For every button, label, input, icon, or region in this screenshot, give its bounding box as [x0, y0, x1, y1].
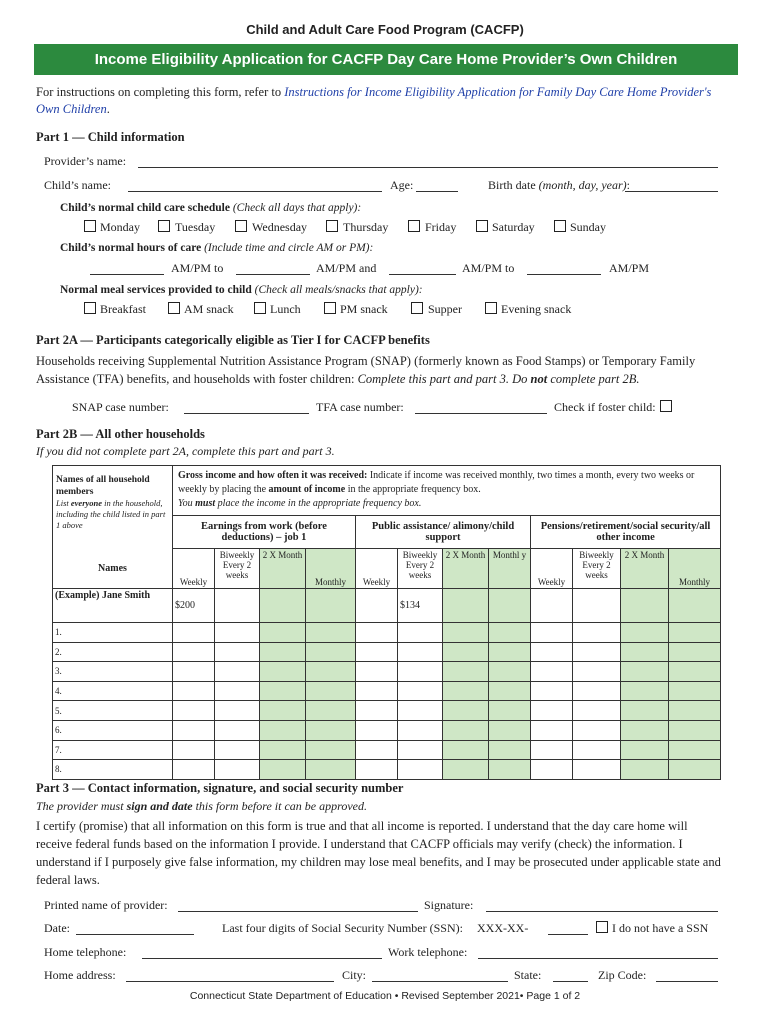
- hours-heading-text: Child’s normal hours of care: [60, 242, 202, 254]
- part3-sub-a: The provider must: [36, 799, 127, 813]
- names-hint-a: List: [56, 498, 71, 508]
- example-name: (Example) Jane Smith: [53, 589, 173, 623]
- income-amount-cell[interactable]: [443, 623, 489, 643]
- provider-name-field[interactable]: [138, 167, 718, 168]
- income-amount-cell[interactable]: [669, 681, 721, 701]
- income-amount-cell[interactable]: [669, 662, 721, 682]
- public-assistance-group-header: Public assistance/ alimony/child support: [356, 516, 531, 549]
- meal-pm-snack-label: PM snack: [340, 302, 388, 316]
- income-amount-cell[interactable]: [173, 642, 215, 662]
- day-friday-label: Friday: [425, 220, 457, 234]
- day-sunday-checkbox[interactable]: [554, 220, 566, 232]
- meals-heading-text: Normal meal services provided to child: [60, 284, 252, 296]
- hours-heading: [60, 242, 373, 254]
- income-amount-cell[interactable]: [443, 760, 489, 780]
- income-amount-cell[interactable]: [215, 760, 260, 780]
- names-title: Names of all household members: [56, 475, 150, 497]
- child-name-label: Child’s name:: [44, 178, 111, 192]
- income-amount-cell[interactable]: [173, 760, 215, 780]
- household-member-name-cell[interactable]: 4.: [53, 681, 173, 701]
- household-member-row: [53, 681, 721, 701]
- day-saturday-label: Saturday: [492, 220, 535, 234]
- income-amount-cell[interactable]: [489, 662, 531, 682]
- income-amount-cell[interactable]: [573, 681, 621, 701]
- household-income-table: [52, 465, 721, 780]
- home-phone-field[interactable]: [142, 958, 382, 959]
- income-amount-cell[interactable]: [531, 701, 573, 721]
- income-amount-cell[interactable]: [531, 681, 573, 701]
- income-amount-cell[interactable]: [260, 720, 306, 740]
- gross-c: amount of income: [268, 484, 346, 495]
- income-amount-cell[interactable]: [306, 662, 356, 682]
- income-amount-cell[interactable]: [260, 740, 306, 760]
- ampm-to-1: AM/PM to: [171, 261, 224, 275]
- income-amount-cell[interactable]: [306, 681, 356, 701]
- provider-name-label: Provider’s name:: [44, 154, 127, 168]
- part2b-heading: Part 2B — All other households: [36, 427, 205, 441]
- part3-sub-c: this form before it can be approved.: [192, 799, 367, 813]
- gross-g: place the income in the appropriate frequency box.: [215, 498, 422, 509]
- pen-weekly-header: Weekly: [531, 549, 573, 589]
- income-amount-cell[interactable]: [531, 623, 573, 643]
- example-row: [53, 589, 721, 623]
- household-member-name-cell[interactable]: 5.: [53, 701, 173, 721]
- income-amount-cell[interactable]: [489, 740, 531, 760]
- meal-evening-snack-label: Evening snack: [501, 302, 572, 316]
- pa-2xmonth-header: 2 X Month: [443, 549, 489, 589]
- income-amount-cell[interactable]: [443, 642, 489, 662]
- income-amount-cell[interactable]: [215, 642, 260, 662]
- income-amount-cell[interactable]: [573, 760, 621, 780]
- age-label: Age:: [390, 178, 414, 192]
- ssn-last-four-field[interactable]: [548, 934, 588, 935]
- income-amount-cell[interactable]: [398, 681, 443, 701]
- home-address-label: Home address:: [44, 968, 116, 982]
- household-member-row: [53, 701, 721, 721]
- income-amount-cell[interactable]: [356, 740, 398, 760]
- snap-label: SNAP case number:: [72, 400, 169, 414]
- schedule-heading: [60, 202, 361, 214]
- income-amount-cell[interactable]: [260, 701, 306, 721]
- income-amount-cell[interactable]: [621, 623, 669, 643]
- age-field[interactable]: [416, 191, 458, 192]
- table-cell: [306, 589, 356, 623]
- hours-start-1-field[interactable]: [90, 274, 164, 275]
- income-amount-cell[interactable]: [443, 720, 489, 740]
- ssn-label: Last four digits of Social Security Number (SSN):: [222, 921, 463, 935]
- part2a-text2a: Assistance (TFA) benefits, and households with foster children:: [36, 372, 358, 386]
- income-amount-cell[interactable]: [573, 642, 621, 662]
- income-amount-cell[interactable]: [306, 642, 356, 662]
- meal-lunch-checkbox[interactable]: [254, 302, 266, 314]
- income-amount-cell[interactable]: [669, 642, 721, 662]
- income-amount-cell[interactable]: [306, 623, 356, 643]
- ampm-end: AM/PM: [609, 261, 650, 275]
- income-amount-cell[interactable]: [356, 681, 398, 701]
- gross-income-instructions: [173, 466, 721, 516]
- household-member-name-cell[interactable]: 7.: [53, 740, 173, 760]
- city-label: City:: [342, 968, 367, 982]
- income-amount-cell[interactable]: [621, 642, 669, 662]
- income-amount-cell[interactable]: [621, 662, 669, 682]
- income-amount-cell[interactable]: [669, 623, 721, 643]
- instructions-link[interactable]: Instructions for Income Eligibility Application for Family Day Care Home Provider's Own Children: [36, 85, 712, 116]
- household-member-name-cell[interactable]: 6.: [53, 720, 173, 740]
- income-amount-cell[interactable]: [356, 701, 398, 721]
- income-amount-cell[interactable]: [356, 662, 398, 682]
- work-phone-field[interactable]: [478, 958, 718, 959]
- income-amount-cell[interactable]: [260, 642, 306, 662]
- part2a-text2c: not: [530, 372, 548, 386]
- part3-heading: Part 3 — Contact information, signature, and social security number: [36, 781, 404, 795]
- earnings-group-header: Earnings from work (before deductions) – job 1: [173, 516, 356, 549]
- income-amount-cell[interactable]: [669, 720, 721, 740]
- income-amount-cell[interactable]: [398, 623, 443, 643]
- household-member-row: [53, 720, 721, 740]
- gross-a: Gross income and how often it was received:: [178, 470, 368, 481]
- certify-line: I certify (promise) that all information on this form is true and that all income is reported. I understand that the day care home will: [36, 819, 688, 833]
- income-amount-cell[interactable]: [306, 701, 356, 721]
- income-amount-cell[interactable]: [573, 623, 621, 643]
- example-pa-biweekly: $134: [398, 589, 443, 623]
- pa-monthly-header: Monthl y: [489, 549, 531, 589]
- income-amount-cell[interactable]: [489, 720, 531, 740]
- table-cell: [260, 589, 306, 623]
- certify-line: understand if I purposely give false information, my children may lose meal benefits, and I may be prosecuted under applicable state and: [36, 855, 721, 869]
- household-member-name-cell[interactable]: 8.: [53, 760, 173, 780]
- ampm-and: AM/PM and: [316, 261, 377, 275]
- foster-child-checkbox[interactable]: [660, 400, 672, 412]
- income-amount-cell[interactable]: [573, 740, 621, 760]
- part1-heading: Part 1 — Child information: [36, 130, 185, 144]
- instructions: [36, 84, 736, 118]
- certify-line: federal laws.: [36, 873, 100, 887]
- pa-weekly-header: Weekly: [356, 549, 398, 589]
- page-footer: Connecticut State Department of Education • Revised September 2021• Page 1 of 2: [189, 990, 581, 1002]
- ampm-to-2: AM/PM to: [462, 261, 515, 275]
- schedule-heading-text: Child’s normal child care schedule: [60, 202, 230, 214]
- names-hint-b: everyone: [70, 498, 103, 508]
- pa-biweekly-header: Biweekly Every 2 weeks: [398, 549, 443, 589]
- home-address-field[interactable]: [126, 981, 334, 982]
- table-cell: [531, 589, 573, 623]
- income-amount-cell[interactable]: [306, 720, 356, 740]
- income-amount-cell[interactable]: [356, 760, 398, 780]
- income-amount-cell[interactable]: [215, 681, 260, 701]
- no-ssn-label: I do not have a SSN: [612, 921, 709, 935]
- gross-e: You: [178, 498, 196, 509]
- birth-date-field[interactable]: [625, 191, 718, 192]
- part2a-text2d: complete part 2B.: [547, 372, 640, 386]
- child-name-field[interactable]: [128, 191, 382, 192]
- day-thursday-checkbox[interactable]: [326, 220, 338, 232]
- income-amount-cell[interactable]: [215, 662, 260, 682]
- pensions-group-header: Pensions/retirement/social security/all other income: [531, 516, 721, 549]
- birth-date-text: Birth date: [488, 178, 536, 192]
- part2a-text-line1: Households receiving Supplemental Nutrition Assistance Program (SNAP) (formerly known as Food Stamps) or Temporary Family: [36, 354, 696, 368]
- printed-name-label: Printed name of provider:: [44, 898, 168, 912]
- date-field[interactable]: [76, 934, 194, 935]
- day-monday-label: Monday: [100, 220, 140, 234]
- meal-pm-snack-checkbox[interactable]: [324, 302, 336, 314]
- meal-breakfast-checkbox[interactable]: [84, 302, 96, 314]
- income-amount-cell[interactable]: [306, 740, 356, 760]
- meal-lunch-label: Lunch: [270, 302, 301, 316]
- part2a-text2b: Complete this part and part 3. Do: [357, 372, 531, 386]
- income-amount-cell[interactable]: [306, 760, 356, 780]
- certification-text: [36, 817, 736, 889]
- printed-name-field[interactable]: [178, 911, 418, 912]
- income-amount-cell[interactable]: [215, 740, 260, 760]
- income-amount-cell[interactable]: [398, 740, 443, 760]
- hours-start-2-field[interactable]: [389, 274, 456, 275]
- names-header-cell: [53, 466, 173, 549]
- city-field[interactable]: [372, 981, 508, 982]
- earn-2xmonth-header: 2 X Month: [260, 549, 306, 589]
- gross-d: in the appropriate frequency box.: [345, 484, 481, 495]
- income-amount-cell[interactable]: [260, 662, 306, 682]
- income-amount-cell[interactable]: [573, 720, 621, 740]
- household-member-row: [53, 662, 721, 682]
- program-title: Child and Adult Care Food Program (CACFP): [246, 22, 524, 37]
- income-amount-cell[interactable]: [621, 701, 669, 721]
- income-amount-cell[interactable]: [621, 760, 669, 780]
- income-amount-cell[interactable]: [531, 720, 573, 740]
- income-amount-cell[interactable]: [398, 662, 443, 682]
- example-earn-weekly: $200: [173, 589, 215, 623]
- table-cell: [443, 589, 489, 623]
- income-amount-cell[interactable]: [531, 740, 573, 760]
- meals-heading: [60, 284, 423, 296]
- income-amount-cell[interactable]: [398, 720, 443, 740]
- income-amount-cell[interactable]: [173, 740, 215, 760]
- meal-breakfast-label: Breakfast: [100, 302, 146, 316]
- part2a-text: [36, 352, 736, 388]
- meal-am-snack-checkbox[interactable]: [168, 302, 180, 314]
- income-amount-cell[interactable]: [260, 623, 306, 643]
- income-amount-cell[interactable]: [621, 740, 669, 760]
- gross-f: must: [195, 498, 216, 509]
- income-amount-cell[interactable]: [356, 642, 398, 662]
- day-wednesday-checkbox[interactable]: [235, 220, 247, 232]
- certify-line: receive federal funds based on the information I provide. I understand that CACFP officials may verify (check) the information. I: [36, 837, 683, 851]
- home-phone-label: Home telephone:: [44, 945, 127, 959]
- signature-field[interactable]: [486, 911, 718, 912]
- income-amount-cell[interactable]: [443, 740, 489, 760]
- part2a-heading: Part 2A — Participants categorically eligible as Tier I for CACFP benefits: [36, 333, 430, 347]
- income-amount-cell[interactable]: [531, 662, 573, 682]
- meal-supper-label: Supper: [428, 302, 462, 316]
- hours-end-1-field[interactable]: [236, 274, 310, 275]
- income-amount-cell[interactable]: [489, 701, 531, 721]
- day-saturday-checkbox[interactable]: [476, 220, 488, 232]
- income-amount-cell[interactable]: [260, 760, 306, 780]
- instructions-suffix: .: [106, 102, 110, 116]
- income-amount-cell[interactable]: [573, 662, 621, 682]
- state-field[interactable]: [553, 981, 588, 982]
- day-sunday-label: Sunday: [570, 220, 606, 234]
- income-amount-cell[interactable]: [669, 740, 721, 760]
- earn-weekly-header: Weekly: [173, 549, 215, 589]
- foster-label: Check if foster child:: [554, 400, 656, 414]
- household-member-row: [53, 760, 721, 780]
- income-amount-cell[interactable]: [173, 662, 215, 682]
- income-amount-cell[interactable]: [489, 642, 531, 662]
- ssn-prefix: XXX-XX-: [477, 921, 529, 935]
- income-amount-cell[interactable]: [356, 720, 398, 740]
- household-member-name-cell[interactable]: 1.: [53, 623, 173, 643]
- income-amount-cell[interactable]: [173, 623, 215, 643]
- meal-evening-snack-checkbox[interactable]: [485, 302, 497, 314]
- income-amount-cell[interactable]: [669, 760, 721, 780]
- pen-2xmonth-header: 2 X Month: [621, 549, 669, 589]
- gross-b: Indicate if income was received monthly, two times a month, every two weeks or weekly by placing the: [178, 470, 695, 495]
- names-hint: [56, 498, 169, 531]
- table-cell: [669, 589, 721, 623]
- table-cell: [215, 589, 260, 623]
- income-amount-cell[interactable]: [621, 720, 669, 740]
- income-amount-cell[interactable]: [531, 642, 573, 662]
- meal-supper-checkbox[interactable]: [411, 302, 423, 314]
- pen-monthly-header: Monthly: [669, 549, 721, 589]
- form-title-banner: Income Eligibility Application for CACFP Day Care Home Provider’s Own Children: [34, 44, 738, 75]
- part2b-subheading: If you did not complete part 2A, complete this part and part 3.: [36, 444, 335, 458]
- date-label: Date:: [44, 921, 70, 935]
- instructions-prefix: For instructions on completing this form, refer to: [36, 85, 285, 99]
- day-tuesday-label: Tuesday: [175, 220, 216, 234]
- table-cell: [356, 589, 398, 623]
- household-member-name-cell[interactable]: 2.: [53, 642, 173, 662]
- tfa-label: TFA case number:: [316, 400, 404, 414]
- household-member-row: [53, 642, 721, 662]
- part3-sub-b: sign and date: [126, 799, 193, 813]
- signature-label: Signature:: [424, 898, 474, 912]
- schedule-hint: (Check all days that apply):: [232, 202, 362, 214]
- birth-date-label: [488, 178, 630, 193]
- earn-monthly-header: Monthly: [306, 549, 356, 589]
- income-amount-cell[interactable]: [398, 760, 443, 780]
- zip-field[interactable]: [656, 981, 718, 982]
- income-amount-cell[interactable]: [215, 720, 260, 740]
- part2a-text-line2: [36, 370, 736, 388]
- table-cell: [573, 589, 621, 623]
- table-cell: [489, 589, 531, 623]
- income-amount-cell[interactable]: [215, 701, 260, 721]
- pen-biweekly-header: Biweekly Every 2 weeks: [573, 549, 621, 589]
- income-amount-cell[interactable]: [215, 623, 260, 643]
- income-amount-cell[interactable]: [669, 701, 721, 721]
- income-amount-cell[interactable]: [443, 701, 489, 721]
- household-member-row: [53, 740, 721, 760]
- day-thursday-label: Thursday: [343, 220, 389, 234]
- zip-label: Zip Code:: [598, 968, 647, 982]
- day-friday-checkbox[interactable]: [408, 220, 420, 232]
- birth-date-hint: (month, day, year): [538, 178, 627, 192]
- names-hint-c: in the household, including the child listed in part 1 above: [56, 498, 166, 530]
- income-amount-cell[interactable]: [398, 642, 443, 662]
- earn-biweekly-header: Biweekly Every 2 weeks: [215, 549, 260, 589]
- income-amount-cell[interactable]: [173, 720, 215, 740]
- day-wednesday-label: Wednesday: [252, 220, 308, 234]
- day-tuesday-checkbox[interactable]: [158, 220, 170, 232]
- day-monday-checkbox[interactable]: [84, 220, 96, 232]
- income-amount-cell[interactable]: [443, 681, 489, 701]
- birth-date-colon: :: [626, 178, 630, 192]
- income-amount-cell[interactable]: [489, 623, 531, 643]
- household-member-row: [53, 623, 721, 643]
- income-amount-cell[interactable]: [489, 681, 531, 701]
- snap-case-field[interactable]: [184, 413, 309, 414]
- hours-end-2-field[interactable]: [527, 274, 601, 275]
- income-amount-cell[interactable]: [489, 760, 531, 780]
- income-amount-cell[interactable]: [573, 701, 621, 721]
- work-phone-label: Work telephone:: [388, 945, 468, 959]
- names-col-header: Names: [53, 549, 173, 589]
- meal-am-snack-label: AM snack: [184, 302, 234, 316]
- income-amount-cell[interactable]: [356, 623, 398, 643]
- income-amount-cell[interactable]: [173, 681, 215, 701]
- income-amount-cell[interactable]: [173, 701, 215, 721]
- income-amount-cell[interactable]: [621, 681, 669, 701]
- meals-hint: (Check all meals/snacks that apply):: [254, 284, 423, 296]
- part3-subheading: [36, 799, 367, 814]
- state-label: State:: [514, 968, 542, 982]
- income-amount-cell[interactable]: [443, 662, 489, 682]
- no-ssn-checkbox[interactable]: [596, 921, 608, 933]
- table-cell: [621, 589, 669, 623]
- income-amount-cell[interactable]: [398, 701, 443, 721]
- household-member-name-cell[interactable]: 3.: [53, 662, 173, 682]
- income-amount-cell[interactable]: [531, 760, 573, 780]
- tfa-case-field[interactable]: [415, 413, 547, 414]
- income-amount-cell[interactable]: [260, 681, 306, 701]
- hours-hint: (Include time and circle AM or PM):: [204, 242, 374, 254]
